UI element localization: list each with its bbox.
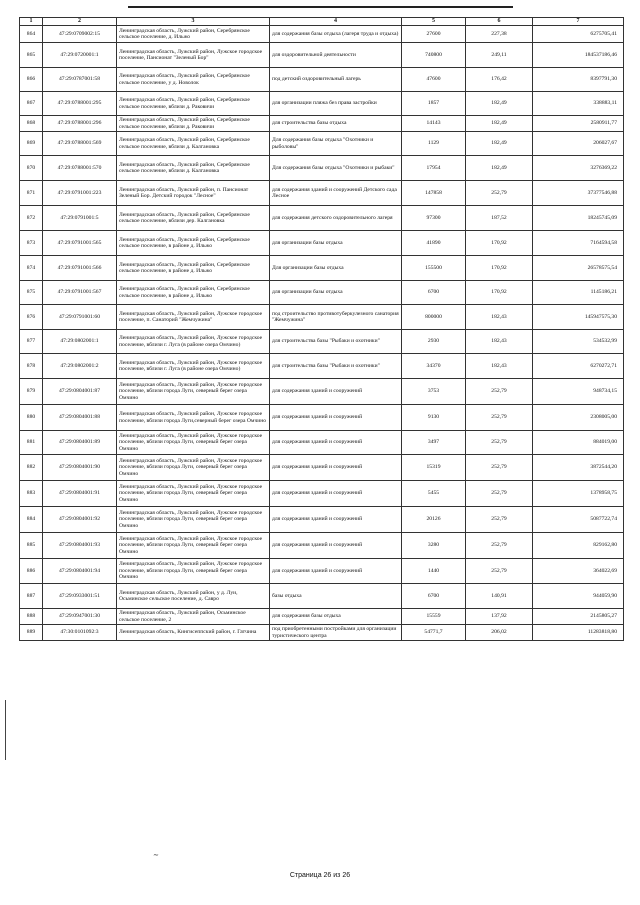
cadastral-value: 1378958,75: [533, 481, 624, 507]
cadastral-value: 18245745,09: [533, 206, 624, 231]
header-cell: 5: [402, 18, 466, 26]
plot-area: 15319: [402, 455, 466, 481]
row-number: 884: [20, 507, 43, 533]
cadastral-number: 47:29:0791001:566: [43, 256, 117, 281]
row-number: 876: [20, 305, 43, 330]
cadastral-number: 47:29:0720001:1: [43, 43, 117, 68]
table-row: [20, 455, 624, 481]
plot-address: Ленинградская область, Лужский район, Лужское городское поселение, вблизи г. Луга (в районе озера Омчино): [117, 330, 270, 354]
header-cell: 2: [43, 18, 117, 26]
plot-address: Ленинградская область, Лужский район, Лужское городское поселение, вблизи города Луги, северный берег озера Омчино: [117, 533, 270, 559]
table-row: [20, 481, 624, 507]
row-number: 865: [20, 43, 43, 68]
table-row: [20, 92, 624, 116]
cadastral-value: 364022,69: [533, 559, 624, 584]
permitted-use: для содержания зданий и сооружений: [270, 455, 402, 481]
cadastral-number: 47:29:0804001:89: [43, 431, 117, 455]
plot-address: Ленинградская область, Лужский район, Лужское городское поселение, вблизи г. Луга (в районе озера Омчино): [117, 354, 270, 379]
table-row: [20, 379, 624, 405]
plot-area: 5455: [402, 481, 466, 507]
cadastral-number: 47:29:0802001:1: [43, 330, 117, 354]
plot-address: Ленинградская область, Лужский район, Лужское городское поселение, вблизи города Луги, северный берег озера Омчино: [117, 481, 270, 507]
plot-area: 1857: [402, 92, 466, 116]
cadastral-value: 884019,00: [533, 431, 624, 455]
permitted-use: под детский оздоровительный лагерь: [270, 68, 402, 92]
plot-address: Ленинградская область, Лужский район, у д. Луи, Осьминское сельское поселение, д. Савро: [117, 584, 270, 609]
plot-area: 2930: [402, 330, 466, 354]
cadastral-number: 47:29:0709002:15: [43, 26, 117, 43]
cadastral-number: 47:29:0791001:60: [43, 305, 117, 330]
cadastral-number: 47:29:0804001:94: [43, 559, 117, 584]
row-number: 874: [20, 256, 43, 281]
cadastral-value: 184537186,46: [533, 43, 624, 68]
cadastral-number: 47:29:0804001:91: [43, 481, 117, 507]
specific-value: 170,92: [466, 281, 533, 305]
row-number: 881: [20, 431, 43, 455]
cadastral-value: 206027,67: [533, 132, 624, 156]
cadastral-value: 6275705,41: [533, 26, 624, 43]
table-row: [20, 116, 624, 132]
plot-area: 6700: [402, 281, 466, 305]
plot-area: 27600: [402, 26, 466, 43]
specific-value: 227,38: [466, 26, 533, 43]
plot-area: 147858: [402, 181, 466, 206]
cadastral-number: 47:29:0802001:2: [43, 354, 117, 379]
cadastral-value: 338883,11: [533, 92, 624, 116]
table-row: [20, 533, 624, 559]
row-number: 880: [20, 405, 43, 431]
row-number: 887: [20, 584, 43, 609]
cadastral-number: 47:29:0791001:567: [43, 281, 117, 305]
table-row: [20, 68, 624, 92]
cadastral-value: 2308005,00: [533, 405, 624, 431]
cadastral-value: 5087722,74: [533, 507, 624, 533]
cadastral-value: 145947575,30: [533, 305, 624, 330]
plot-address: Ленинградская область, Лужский район, Серебрянское сельское поселение, вблизи д. Раковичи: [117, 92, 270, 116]
permitted-use: для содержания зданий и сооружений: [270, 533, 402, 559]
table-row: [20, 405, 624, 431]
row-number: 864: [20, 26, 43, 43]
plot-area: 54771,7: [402, 625, 466, 641]
permitted-use: Для организации базы отдыха: [270, 256, 402, 281]
specific-value: 252,79: [466, 533, 533, 559]
plot-address: Ленинградская область, Лужский район, Лужское городское поселение, вблизи города Луги, северный берег озера Омчино: [117, 455, 270, 481]
cadastral-number: 47:30:0101092:3: [43, 625, 117, 641]
plot-area: 34370: [402, 354, 466, 379]
cadastral-number: 47:29:0787001:58: [43, 68, 117, 92]
cadastral-number: 47:29:0804001:90: [43, 455, 117, 481]
plot-address: Ленинградская область, Лужский район, Серебрянское сельское поселение, у д. Новолок: [117, 68, 270, 92]
specific-value: 252,79: [466, 507, 533, 533]
plot-address: Ленинградская область, Лужский район, Серебрянское сельское поселение, вблизи д. Раковичи: [117, 116, 270, 132]
cadastral-value: 944059,90: [533, 584, 624, 609]
cadastral-value: 26578575,54: [533, 256, 624, 281]
specific-value: 252,79: [466, 181, 533, 206]
cadastral-number: 47:29:0791001:565: [43, 231, 117, 256]
specific-value: 182,43: [466, 330, 533, 354]
cadastral-number: 47:29:0788001:570: [43, 156, 117, 181]
table-row: [20, 507, 624, 533]
permitted-use: для содержания зданий и сооружений: [270, 559, 402, 584]
table-row: [20, 281, 624, 305]
specific-value: 252,79: [466, 559, 533, 584]
header-cell: 7: [533, 18, 624, 26]
plot-address: Ленинградская область, Лужский район, Серебрянское сельское поселение, вблизи дер. Калгановка: [117, 206, 270, 231]
cadastral-number: 47:29:0804001:88: [43, 405, 117, 431]
land-plots-table: [19, 17, 624, 641]
cadastral-value: 3276369,22: [533, 156, 624, 181]
cadastral-value: 948734,15: [533, 379, 624, 405]
specific-value: 170,92: [466, 231, 533, 256]
margin-line: [5, 700, 6, 760]
permitted-use: для содержания зданий и сооружений: [270, 481, 402, 507]
row-number: 872: [20, 206, 43, 231]
cadastral-number: 47:29:0788001:296: [43, 116, 117, 132]
row-number: 870: [20, 156, 43, 181]
table-row: [20, 431, 624, 455]
cadastral-number: 47:29:0804001:93: [43, 533, 117, 559]
permitted-use: Для содержания базы отдыха "Охотники и рыболовы": [270, 132, 402, 156]
cadastral-value: 2145805,27: [533, 609, 624, 625]
permitted-use: для содержания зданий и сооружений: [270, 405, 402, 431]
plot-area: 3497: [402, 431, 466, 455]
table-row: [20, 354, 624, 379]
plot-address: Ленинградская область, Лужский район, Осьминское сельское поселение, 2: [117, 609, 270, 625]
permitted-use: для строительства базы "Рыбаки и охотники": [270, 354, 402, 379]
permitted-use: для содержания зданий и сооружений Детского сада Лесное: [270, 181, 402, 206]
header-cell: 6: [466, 18, 533, 26]
row-number: 878: [20, 354, 43, 379]
table-row: [20, 625, 624, 641]
row-number: 885: [20, 533, 43, 559]
plot-area: 155500: [402, 256, 466, 281]
plot-address: Ленинградская область, Кингисеппский район, г. Гатчина: [117, 625, 270, 641]
specific-value: 252,79: [466, 481, 533, 507]
table-row: [20, 609, 624, 625]
row-number: 888: [20, 609, 43, 625]
specific-value: 182,49: [466, 132, 533, 156]
specific-value: 140,91: [466, 584, 533, 609]
specific-value: 182,43: [466, 354, 533, 379]
table-row: [20, 132, 624, 156]
plot-area: 97300: [402, 206, 466, 231]
plot-area: 15559: [402, 609, 466, 625]
row-number: 873: [20, 231, 43, 256]
plot-address: Ленинградская область, Лужский район, Серебрянское сельское поселение, в районе д. Ильжо: [117, 281, 270, 305]
permitted-use: для строительства базы "Рыбаки и охотники": [270, 330, 402, 354]
permitted-use: под приобретенными постройками для организации туристического центра: [270, 625, 402, 641]
permitted-use: для содержания детского оздоровительного лагеря: [270, 206, 402, 231]
row-number: 889: [20, 625, 43, 641]
cadastral-value: 534532,99: [533, 330, 624, 354]
permitted-use: для организации пляжа без права застройки: [270, 92, 402, 116]
plot-area: 9130: [402, 405, 466, 431]
plot-area: 17954: [402, 156, 466, 181]
plot-area: 1440: [402, 559, 466, 584]
plot-area: 47600: [402, 68, 466, 92]
cadastral-number: 47:29:0947001:30: [43, 609, 117, 625]
plot-address: Ленинградская область, Лужский район, п. Пансионат Зеленый Бор. Детский городок "Лесное": [117, 181, 270, 206]
specific-value: 182,43: [466, 305, 533, 330]
permitted-use: для содержания базы отдыха: [270, 609, 402, 625]
permitted-use: для содержания базы отдыха (лагеря труда и отдыха): [270, 26, 402, 43]
plot-address: Ленинградская область, Лужский район, Лужское городское поселение, вблизи города Луги, северный берег озера Омчино: [117, 431, 270, 455]
row-number: 867: [20, 92, 43, 116]
header-cell: 4: [270, 18, 402, 26]
plot-area: 1129: [402, 132, 466, 156]
cadastral-number: 47:29:0791001:223: [43, 181, 117, 206]
table-row: [20, 231, 624, 256]
table-body: [20, 26, 624, 641]
cadastral-number: 47:29:0804001:87: [43, 379, 117, 405]
permitted-use: для оздоровительной деятельности: [270, 43, 402, 68]
specific-value: 182,49: [466, 92, 533, 116]
table-row: [20, 330, 624, 354]
cadastral-value: 2580911,77: [533, 116, 624, 132]
specific-value: 182,49: [466, 116, 533, 132]
specific-value: 137,92: [466, 609, 533, 625]
plot-area: 20126: [402, 507, 466, 533]
table-row: [20, 256, 624, 281]
table-row: [20, 43, 624, 68]
table-row: [20, 305, 624, 330]
header-row: [20, 18, 624, 26]
header-cell: 3: [117, 18, 270, 26]
plot-address: Ленинградская область, Лужский район, Лужское городское поселение, вблизи города Луги, северный берег озера Омчино: [117, 559, 270, 584]
plot-area: 740800: [402, 43, 466, 68]
table-row: [20, 206, 624, 231]
specific-value: 252,79: [466, 431, 533, 455]
plot-address: Ленинградская область, Лужский район, Серебрянское сельское поселение, вблизи д. Калгановка: [117, 156, 270, 181]
permitted-use: для содержания зданий и сооружений: [270, 379, 402, 405]
cadastral-value: 6270272,71: [533, 354, 624, 379]
cadastral-value: 11283818,80: [533, 625, 624, 641]
cadastral-number: 47:29:0788001:569: [43, 132, 117, 156]
cadastral-number: 47:29:0804001:92: [43, 507, 117, 533]
plot-address: Ленинградская область, Лужский район, Серебрянское сельское поселение, вблизи д. Калгановка: [117, 132, 270, 156]
plot-address: Ленинградская область, Лужский район, Лужское городское поселение, вблизи города Луги, северный берег озера Омчино: [117, 507, 270, 533]
permitted-use: Для содержания базы отдыха "Охотники и рыбаки": [270, 156, 402, 181]
scan-mark: ∼: [153, 851, 159, 859]
permitted-use: для организации базы отдыха: [270, 231, 402, 256]
specific-value: 252,79: [466, 455, 533, 481]
specific-value: 170,92: [466, 256, 533, 281]
plot-address: Ленинградская область, Лужский район, Лужское городское поселение, вблизи города Луги, северный берег озера Омчино: [117, 379, 270, 405]
plot-area: 41890: [402, 231, 466, 256]
plot-area: 6700: [402, 584, 466, 609]
plot-area: 14143: [402, 116, 466, 132]
plot-address: Ленинградская область, Лужский район, Серебрянское сельское поселение, в районе д. Ильжо: [117, 231, 270, 256]
specific-value: 252,79: [466, 405, 533, 431]
plot-address: Ленинградская область, Лужский район, Лужское городское поселение, п. Санаторий "Жемчужина": [117, 305, 270, 330]
row-number: 882: [20, 455, 43, 481]
row-number: 868: [20, 116, 43, 132]
cadastral-value: 8397791,30: [533, 68, 624, 92]
page-number: Страница 26 из 26: [289, 872, 351, 879]
table-row: [20, 181, 624, 206]
specific-value: 176,42: [466, 68, 533, 92]
specific-value: 182,49: [466, 156, 533, 181]
plot-address: Ленинградская область, Лужский район, Серебрянское сельское поселение, в районе д. Ильжо: [117, 256, 270, 281]
plot-area: 3753: [402, 379, 466, 405]
plot-area: 800000: [402, 305, 466, 330]
row-number: 869: [20, 132, 43, 156]
permitted-use: для содержания зданий и сооружений: [270, 431, 402, 455]
table-row: [20, 584, 624, 609]
row-number: 875: [20, 281, 43, 305]
permitted-use: базы отдыха: [270, 584, 402, 609]
plot-address: Ленинградская область, Лужский район, Серебрянское сельское поселение, д. Ильжо: [117, 26, 270, 43]
row-number: 877: [20, 330, 43, 354]
permitted-use: под строительство противотуберкулезного санатория "Жемчужина": [270, 305, 402, 330]
row-number: 879: [20, 379, 43, 405]
header-cell: 1: [20, 18, 43, 26]
cadastral-value: 37377546,88: [533, 181, 624, 206]
row-number: 871: [20, 181, 43, 206]
permitted-use: для организации базы отдыха: [270, 281, 402, 305]
specific-value: 206,02: [466, 625, 533, 641]
row-number: 883: [20, 481, 43, 507]
cadastral-value: 7164594,58: [533, 231, 624, 256]
permitted-use: для содержания зданий и сооружений: [270, 507, 402, 533]
permitted-use: для строительства базы отдыха: [270, 116, 402, 132]
specific-value: 187,52: [466, 206, 533, 231]
row-number: 886: [20, 559, 43, 584]
cadastral-number: 47:29:0788001:295: [43, 92, 117, 116]
plot-address: Ленинградская область, Лужский район, Лужское городское поселение, вблизи города Луги,северный берег озера Омчино: [117, 405, 270, 431]
cadastral-number: 47:29:0791001:5: [43, 206, 117, 231]
table-row: [20, 156, 624, 181]
specific-value: 252,79: [466, 379, 533, 405]
plot-address: Ленинградская область, Лужский район, Лужское городское поселение, Пансионат "Зеленый Бор": [117, 43, 270, 68]
cadastral-value: 829162,80: [533, 533, 624, 559]
plot-area: 3280: [402, 533, 466, 559]
cadastral-number: 47:29:0933001:51: [43, 584, 117, 609]
cadastral-value: 3872544,20: [533, 455, 624, 481]
table-row: [20, 559, 624, 584]
specific-value: 249,11: [466, 43, 533, 68]
row-number: 866: [20, 68, 43, 92]
top-rule: [128, 6, 513, 8]
table-row: [20, 26, 624, 43]
cadastral-value: 1145186,21: [533, 281, 624, 305]
